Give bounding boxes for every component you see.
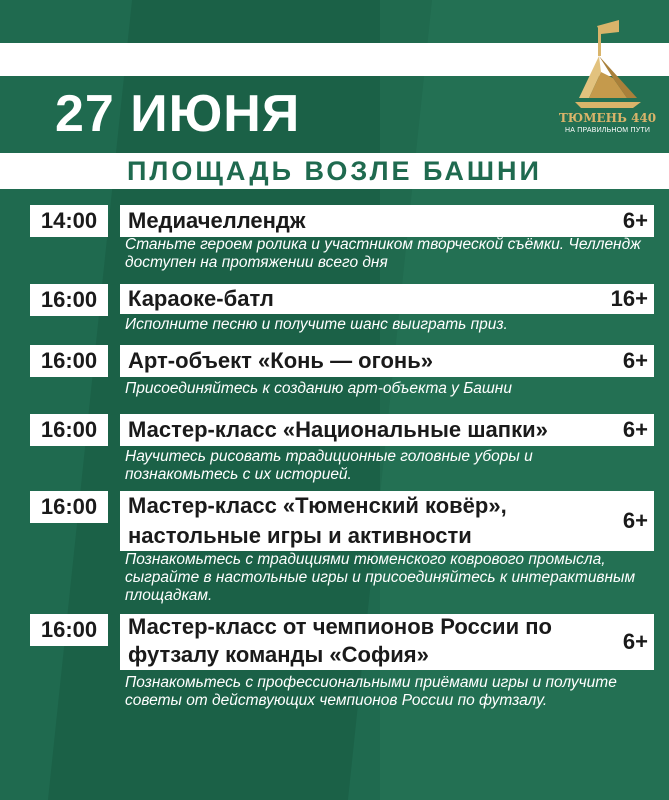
event-title-box bbox=[120, 414, 654, 446]
event-title: Караоке-батл bbox=[128, 286, 274, 311]
event-description: Познакомьтесь с профессиональными приёмами игры и получите советы от действующих чемпионов России по футзалу. bbox=[125, 674, 617, 709]
event-title: Медиачеллендж bbox=[128, 208, 306, 233]
age-rating: 16+ bbox=[610, 286, 648, 311]
age-rating: 6+ bbox=[622, 417, 648, 442]
age-rating: 6+ bbox=[622, 629, 648, 654]
venue-banner: ПЛОЩАДЬ ВОЗЛЕ БАШНИ bbox=[0, 153, 669, 189]
event-time: 16:00 bbox=[30, 491, 108, 523]
event-title: Мастер-класс «Национальные шапки» bbox=[128, 417, 548, 442]
event-title: Мастер-класс «Тюменский ковёр», настольные игры и активности bbox=[128, 493, 507, 548]
age-rating: 6+ bbox=[622, 508, 648, 533]
event-time: 16:00 bbox=[30, 414, 108, 446]
event-description: Научитесь рисовать традиционные головные уборы и познакомьтесь с их историей. bbox=[125, 448, 533, 483]
logo-subtitle: НА ПРАВИЛЬНОМ ПУТИ bbox=[564, 127, 651, 134]
event-time: 16:00 bbox=[30, 614, 108, 646]
event-date: 27 ИЮНЯ bbox=[55, 85, 301, 143]
event-title-box bbox=[120, 205, 654, 237]
event-description: Присоединяйтесь к созданию арт-объекта у Башни bbox=[125, 380, 512, 397]
event-time: 16:00 bbox=[30, 345, 108, 377]
event-description: Познакомьтесь с традициями тюменского коврового промысла, сыграйте в настольные игры и присоединяйтесь к интерактивным площадкам. bbox=[125, 551, 636, 604]
event-time: 14:00 bbox=[30, 205, 108, 237]
event-title-box bbox=[120, 614, 654, 670]
event-time: 16:00 bbox=[30, 284, 108, 316]
event-title-box bbox=[120, 491, 654, 551]
event-title-box bbox=[120, 345, 654, 377]
age-rating: 6+ bbox=[622, 348, 648, 373]
event-title: Арт-объект «Конь — огонь» bbox=[128, 348, 433, 373]
event-title-box bbox=[120, 284, 654, 314]
event-title: Мастер-класс от чемпионов России по футзалу команды «София» bbox=[128, 614, 552, 667]
logo-title: ТЮМЕНЬ 440 bbox=[558, 111, 657, 125]
event-description: Станьте героем ролика и участником творческой съёмки. Челлендж доступен на протяжении всего дня bbox=[125, 236, 641, 271]
age-rating: 6+ bbox=[622, 208, 648, 233]
event-description: Исполните песню и получите шанс выиграть приз. bbox=[125, 316, 508, 333]
